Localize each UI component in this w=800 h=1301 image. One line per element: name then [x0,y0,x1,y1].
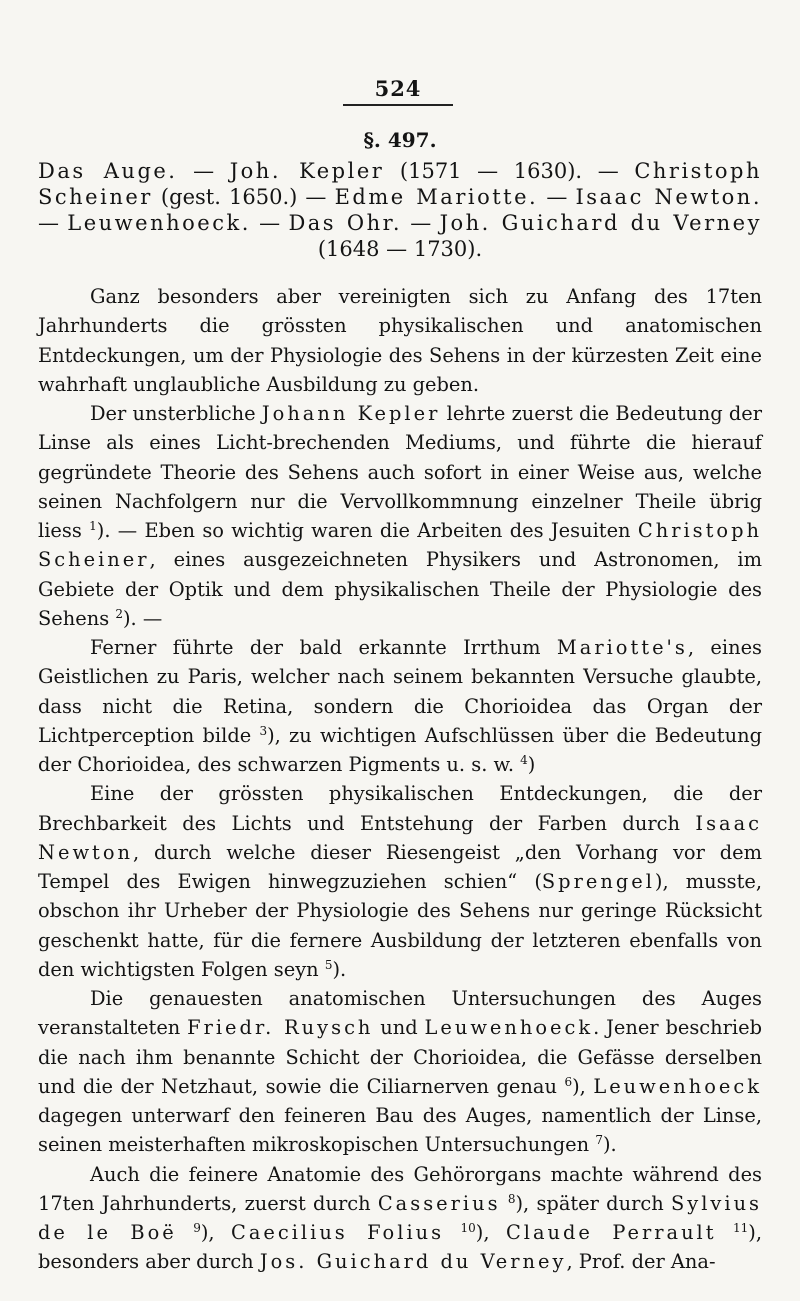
person-name-leuwenhoeck: Leuwenhoeck [593,1074,762,1098]
body-text [38,282,762,1277]
person-name-folius: Caecilius Folius [230,1221,445,1244]
heading-name-newton: Isaac Newton. [575,185,763,209]
paragraph-6 [38,1160,762,1277]
heading-separator: — [402,211,440,235]
heading-separator: — [250,211,289,235]
person-name-mariotte: Mariotte's [556,636,688,659]
paragraph-text: Der unsterbliche [90,402,262,425]
heading-name-leuwenhoeck: Leuwenhoeck. [67,211,251,235]
paragraph-text: Ganz besonders aber vereinigten sich zu Anfang des 17ten Jahrhunderts die grössten physikalischen und anatomischen Entdeckungen, um der Physiologie des Sehens in der kürzesten Zeit eine wahrhaft unglaubliche Ausbildung zu geben. [38,285,762,396]
paragraph-text: ). [602,1133,617,1157]
person-name-sylvius: Sylvius de le Boë [38,1191,763,1244]
paragraph-text: . Jener beschrieb die nach ihm benannte Schicht der Chorioidea, die Gefässe derselben und die der Netzhaut, sowie die Ciliarnerven genau [38,1016,762,1098]
heading-dates-du-verney: (1648 — 1730). [317,237,483,261]
heading-name-du-verney: Joh. Guichard du Verney [439,211,762,235]
paragraph-text [501,1192,508,1215]
paragraph-text: ), später durch [515,1191,671,1215]
paragraph-4 [38,779,762,984]
footnote-ref-3: 3 [259,723,268,738]
paragraph-text: Eine der grössten physikalischen Entdeckungen, die der Brechbarkeit des Lichts und Entstehung der Farben durch [38,782,762,835]
footnote-ref-8: 8 [507,1191,516,1206]
paragraph-text: ). [332,957,347,981]
paragraph-text: und [373,1016,425,1040]
footnote-ref-9: 9 [193,1221,201,1235]
paragraph-text: ). — [122,606,163,630]
paragraph-text: ), [200,1221,231,1244]
paragraph-text: ). — Eben so wichtig waren die Arbeiten des Jesuiten [96,519,638,542]
paragraph-text: Die genauesten anatomischen Untersuchungen des Auges veranstalteten [38,987,762,1040]
person-name-kepler: Johann Kepler [261,402,441,425]
person-name-casserius: Casserius [377,1191,501,1215]
person-name-ruysch: Friedr. Ruysch [187,1016,374,1040]
heading-name-kepler: Joh. Kepler [229,159,385,183]
paragraph-text: Auch die feinere Anatomie des Gehörorgans machte während des 17ten Jahrhunderts, zuerst durch [38,1162,762,1215]
section-heading [38,158,762,262]
paragraph-text: ), besonders aber durch [38,1221,762,1274]
paragraph-text: , eines ausgezeichneten Physikers und Astronomen, im Gebiete der Optik und dem physikalischen Theile der Physiologie des Sehens [38,548,762,630]
paragraph-1 [38,282,762,399]
paragraph-text: , durch welche dieser Riesengeist „den Vorhang vor dem Tempel des Ewigen hinwegzuziehen schien“ ( [38,840,762,893]
page-number: 524 [374,76,422,101]
heading-separator: — [177,159,230,183]
footnote-ref-11: 11 [732,1221,749,1235]
footnote-ref-6: 6 [564,1074,573,1089]
footnote-ref-2: 2 [115,606,123,621]
heading-name-mariotte: Edme Mariotte. [334,185,539,209]
paragraph-text: ) [527,753,536,776]
person-name-newton: Isaac Newton [38,811,762,864]
paragraph-text: dagegen unterwarf den feineren Bau des Auges, namentlich der Linse, seinen meisterhaften mikroskopischen Untersuchungen [38,1104,762,1157]
heading-topic-ear: Das Ohr. [288,211,402,235]
footnote-ref-10: 10 [460,1221,476,1235]
footnote-ref-1: 1 [89,519,97,533]
heading-separator: — [38,211,68,235]
paragraph-text: Ferner führte der bald erkannte Irrthum [90,636,557,659]
paragraph-5 [38,984,762,1160]
paragraph-text: , Prof. der Ana- [566,1250,716,1274]
paragraph-text [444,1221,460,1244]
heading-dates-scheiner: (gest. 1650.) — [152,185,335,209]
heading-topic-eye: Das Auge. [38,159,178,183]
paragraph-text: lehrte zuerst die Bedeutung der Linse als eines Licht-brechenden Mediums, und führte die hierauf gegründete Theorie des Sehens auch sofort in einer Weise aus, welche seinen Nachfolgern nur die Vervollkommnung einzelner Theile übrig liess [38,402,762,542]
paragraph-text: ), [572,1074,594,1098]
paragraph-text: , eines Geistlichen zu Paris, welcher nach seinem bekannten Versuche glaubte, dass nicht die Retina, sondern die Chorioidea das Organ der Lichtperception bilde [38,636,762,747]
page-number-rule [343,104,453,106]
paragraph-text [717,1221,733,1244]
person-name-perrault: Claude Perrault [505,1221,717,1244]
book-page [38,70,762,1280]
paragraph-text: ), musste, obschon ihr Urheber der Physiologie des Sehens nur geringe Rücksicht geschenkt hatte, für die fernere Ausbildung der letzteren ebenfalls von den wichtigsten Folgen seyn [38,870,762,981]
heading-separator: — [538,185,576,209]
heading-dates-kepler: (1571 — 1630). — [384,159,635,183]
paragraph-2 [38,399,762,633]
person-name-du-verney: Jos. Guichard du Verney [259,1250,567,1274]
paragraph-text [177,1221,193,1244]
section-number: §. 497. [363,128,437,152]
footnote-ref-5: 5 [324,957,333,972]
paragraph-text: ), [475,1221,506,1244]
paragraph-text: ), zu wichtigen Aufschlüssen über die Bedeutung der Chorioidea, des schwarzen Pigments u. s. w. [38,723,762,776]
person-name-sprengel: Sprengel [541,870,655,893]
person-name-scheiner: Christoph Scheiner [38,519,762,572]
footnote-ref-4: 4 [520,753,528,767]
heading-name-scheiner: Christoph Scheiner [38,159,763,209]
person-name-leuwenhoeck: Leuwenhoeck [424,1016,594,1040]
paragraph-3 [38,633,762,779]
footnote-ref-7: 7 [595,1133,603,1148]
